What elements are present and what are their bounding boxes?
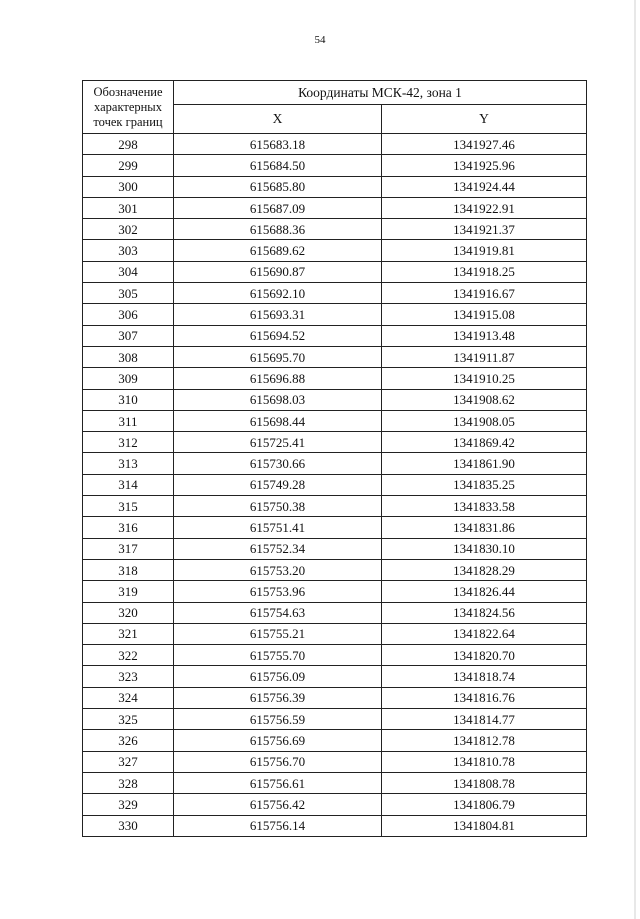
- x-coordinate-cell: 615725.41: [174, 432, 382, 453]
- table-row: [83, 453, 587, 474]
- y-coordinate-cell: 1341810.78: [382, 751, 587, 772]
- x-coordinate-cell: 615696.88: [174, 368, 382, 389]
- table-row: [83, 304, 587, 325]
- y-coordinate-cell: 1341908.62: [382, 389, 587, 410]
- table-row: [83, 772, 587, 793]
- table-row: [83, 197, 587, 218]
- table-row: [83, 368, 587, 389]
- table-row: [83, 559, 587, 580]
- y-coordinate-cell: 1341812.78: [382, 730, 587, 751]
- table-row: [83, 730, 587, 751]
- point-id-cell: 313: [83, 453, 174, 474]
- x-coordinate-cell: 615687.09: [174, 197, 382, 218]
- y-coordinate-cell: 1341869.42: [382, 432, 587, 453]
- point-id-cell: 306: [83, 304, 174, 325]
- point-label-header: Обозначение характерных точек границ: [83, 81, 174, 134]
- y-coordinate-cell: 1341922.91: [382, 197, 587, 218]
- point-id-cell: 317: [83, 538, 174, 559]
- x-coordinate-cell: 615684.50: [174, 155, 382, 176]
- table-header: [83, 81, 587, 134]
- table-row: [83, 325, 587, 346]
- x-coordinate-cell: 615698.03: [174, 389, 382, 410]
- x-coordinate-cell: 615685.80: [174, 176, 382, 197]
- point-id-cell: 303: [83, 240, 174, 261]
- x-coordinate-cell: 615756.59: [174, 709, 382, 730]
- table-row: [83, 134, 587, 155]
- x-coordinate-cell: 615752.34: [174, 538, 382, 559]
- x-coordinate-cell: 615755.70: [174, 645, 382, 666]
- x-coordinate-cell: 615754.63: [174, 602, 382, 623]
- table-row: [83, 794, 587, 815]
- point-id-cell: 329: [83, 794, 174, 815]
- x-coordinate-cell: 615683.18: [174, 134, 382, 155]
- x-coordinate-cell: 615756.61: [174, 772, 382, 793]
- table-row: [83, 815, 587, 836]
- y-coordinate-cell: 1341818.74: [382, 666, 587, 687]
- x-coordinate-cell: 615755.21: [174, 623, 382, 644]
- point-id-cell: 305: [83, 283, 174, 304]
- table-row: [83, 645, 587, 666]
- point-id-cell: 318: [83, 559, 174, 580]
- point-id-cell: 328: [83, 772, 174, 793]
- point-id-cell: 298: [83, 134, 174, 155]
- point-id-cell: 321: [83, 623, 174, 644]
- y-coordinate-cell: 1341927.46: [382, 134, 587, 155]
- y-coordinate-cell: 1341925.96: [382, 155, 587, 176]
- x-coordinate-cell: 615749.28: [174, 474, 382, 495]
- point-id-cell: 309: [83, 368, 174, 389]
- y-coordinate-cell: 1341924.44: [382, 176, 587, 197]
- point-id-cell: 320: [83, 602, 174, 623]
- x-coordinate-cell: 615751.41: [174, 517, 382, 538]
- point-id-cell: 314: [83, 474, 174, 495]
- x-coordinate-cell: 615689.62: [174, 240, 382, 261]
- y-column-header: Y: [382, 105, 587, 134]
- table-row: [83, 581, 587, 602]
- y-coordinate-cell: 1341816.76: [382, 687, 587, 708]
- point-id-cell: 322: [83, 645, 174, 666]
- point-id-cell: 311: [83, 410, 174, 431]
- y-coordinate-cell: 1341826.44: [382, 581, 587, 602]
- y-coordinate-cell: 1341908.05: [382, 410, 587, 431]
- point-id-cell: 327: [83, 751, 174, 772]
- table-row: [83, 410, 587, 431]
- table-body: [83, 134, 587, 837]
- table-row: [83, 389, 587, 410]
- table-row: [83, 283, 587, 304]
- table-row: [83, 623, 587, 644]
- y-coordinate-cell: 1341830.10: [382, 538, 587, 559]
- table-row: [83, 474, 587, 495]
- y-coordinate-cell: 1341820.70: [382, 645, 587, 666]
- x-coordinate-cell: 615756.70: [174, 751, 382, 772]
- y-coordinate-cell: 1341824.56: [382, 602, 587, 623]
- point-id-cell: 299: [83, 155, 174, 176]
- y-coordinate-cell: 1341806.79: [382, 794, 587, 815]
- table-row: [83, 261, 587, 282]
- x-coordinate-cell: 615756.39: [174, 687, 382, 708]
- point-id-cell: 307: [83, 325, 174, 346]
- x-coordinate-cell: 615756.42: [174, 794, 382, 815]
- table-row: [83, 687, 587, 708]
- x-coordinate-cell: 615690.87: [174, 261, 382, 282]
- y-coordinate-cell: 1341915.08: [382, 304, 587, 325]
- point-id-cell: 315: [83, 496, 174, 517]
- point-id-cell: 300: [83, 176, 174, 197]
- coordinates-group-header: Координаты МСК-42, зона 1: [174, 81, 587, 105]
- point-id-cell: 325: [83, 709, 174, 730]
- x-coordinate-cell: 615698.44: [174, 410, 382, 431]
- x-coordinate-cell: 615756.09: [174, 666, 382, 687]
- x-coordinate-cell: 615756.69: [174, 730, 382, 751]
- x-coordinate-cell: 615756.14: [174, 815, 382, 836]
- x-coordinate-cell: 615730.66: [174, 453, 382, 474]
- point-id-cell: 326: [83, 730, 174, 751]
- table-row: [83, 496, 587, 517]
- point-id-cell: 323: [83, 666, 174, 687]
- point-id-cell: 310: [83, 389, 174, 410]
- y-coordinate-cell: 1341911.87: [382, 346, 587, 367]
- point-id-cell: 319: [83, 581, 174, 602]
- x-coordinate-cell: 615750.38: [174, 496, 382, 517]
- x-coordinate-cell: 615693.31: [174, 304, 382, 325]
- point-id-cell: 312: [83, 432, 174, 453]
- point-id-cell: 302: [83, 219, 174, 240]
- y-coordinate-cell: 1341804.81: [382, 815, 587, 836]
- x-coordinate-cell: 615753.96: [174, 581, 382, 602]
- y-coordinate-cell: 1341921.37: [382, 219, 587, 240]
- coordinates-table-container: [82, 80, 587, 837]
- table-row: [83, 176, 587, 197]
- point-id-cell: 330: [83, 815, 174, 836]
- x-coordinate-cell: 615753.20: [174, 559, 382, 580]
- point-id-cell: 301: [83, 197, 174, 218]
- y-coordinate-cell: 1341910.25: [382, 368, 587, 389]
- x-coordinate-cell: 615688.36: [174, 219, 382, 240]
- y-coordinate-cell: 1341835.25: [382, 474, 587, 495]
- y-coordinate-cell: 1341916.67: [382, 283, 587, 304]
- table-row: [83, 240, 587, 261]
- y-coordinate-cell: 1341919.81: [382, 240, 587, 261]
- table-row: [83, 219, 587, 240]
- point-id-cell: 316: [83, 517, 174, 538]
- table-row: [83, 709, 587, 730]
- point-id-cell: 308: [83, 346, 174, 367]
- y-coordinate-cell: 1341822.64: [382, 623, 587, 644]
- table-row: [83, 432, 587, 453]
- table-row: [83, 346, 587, 367]
- y-coordinate-cell: 1341808.78: [382, 772, 587, 793]
- y-coordinate-cell: 1341833.58: [382, 496, 587, 517]
- x-coordinate-cell: 615692.10: [174, 283, 382, 304]
- x-coordinate-cell: 615695.70: [174, 346, 382, 367]
- page-number: 54: [314, 34, 326, 46]
- x-column-header: X: [174, 105, 382, 134]
- y-coordinate-cell: 1341828.29: [382, 559, 587, 580]
- scan-edge: [634, 0, 636, 919]
- y-coordinate-cell: 1341814.77: [382, 709, 587, 730]
- y-coordinate-cell: 1341918.25: [382, 261, 587, 282]
- table-row: [83, 602, 587, 623]
- table-row: [83, 666, 587, 687]
- point-id-cell: 324: [83, 687, 174, 708]
- table-row: [83, 155, 587, 176]
- y-coordinate-cell: 1341913.48: [382, 325, 587, 346]
- table-row: [83, 538, 587, 559]
- point-id-cell: 304: [83, 261, 174, 282]
- y-coordinate-cell: 1341861.90: [382, 453, 587, 474]
- table-row: [83, 517, 587, 538]
- coordinates-table: [82, 80, 587, 837]
- table-row: [83, 751, 587, 772]
- x-coordinate-cell: 615694.52: [174, 325, 382, 346]
- y-coordinate-cell: 1341831.86: [382, 517, 587, 538]
